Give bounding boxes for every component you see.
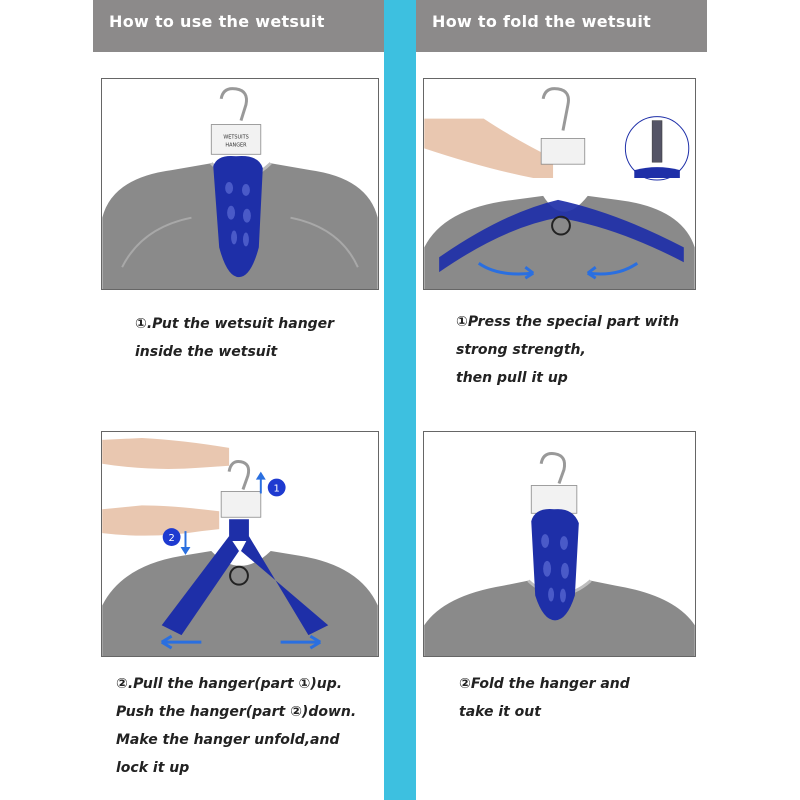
caption-line: lock it up xyxy=(116,760,190,776)
caption-line: inside the wetsuit xyxy=(135,344,278,360)
caption-line: then pull it up xyxy=(456,370,568,386)
illustration-fold-take-out xyxy=(424,432,695,656)
caption-line: Make the hanger unfold,and xyxy=(116,732,340,748)
step-caption-fold-take-out xyxy=(459,670,630,726)
caption-line: Push the hanger(part ②)down. xyxy=(116,704,357,720)
marker-one-label: 1 xyxy=(273,483,280,495)
caption-line: ①Press the special part with xyxy=(456,314,680,330)
caption-line: ①.Put the wetsuit hanger xyxy=(135,316,335,332)
marker-two-label: 2 xyxy=(168,533,175,545)
step-caption-put-inside xyxy=(135,310,334,366)
caption-line: take it out xyxy=(459,704,541,720)
photo-hanger-inside-wetsuit xyxy=(101,78,379,290)
product-label-line2: HANGER xyxy=(225,142,247,149)
product-label-line1: WETSUITS xyxy=(223,134,249,141)
photo-press-special-part xyxy=(423,78,696,290)
caption-line: strong strength, xyxy=(456,342,586,358)
illustration-press-special-part xyxy=(424,79,695,289)
illustration-unfold-hanger xyxy=(102,432,378,656)
photo-fold-take-out xyxy=(423,431,696,657)
left-column-header: How to use the wetsuit hanger? xyxy=(93,0,384,52)
illustration-hanger-inside-wetsuit xyxy=(102,79,378,289)
center-divider xyxy=(384,0,416,800)
photo-unfold-hanger xyxy=(101,431,379,657)
step-caption-press-special-part xyxy=(456,308,679,392)
caption-line: ②.Pull the hanger(part ①)up. xyxy=(116,676,343,692)
caption-line: ②Fold the hanger and xyxy=(459,676,630,692)
right-column-header: How to fold the wetsuit hanger? xyxy=(416,0,707,52)
step-caption-unfold-lock xyxy=(116,670,356,782)
